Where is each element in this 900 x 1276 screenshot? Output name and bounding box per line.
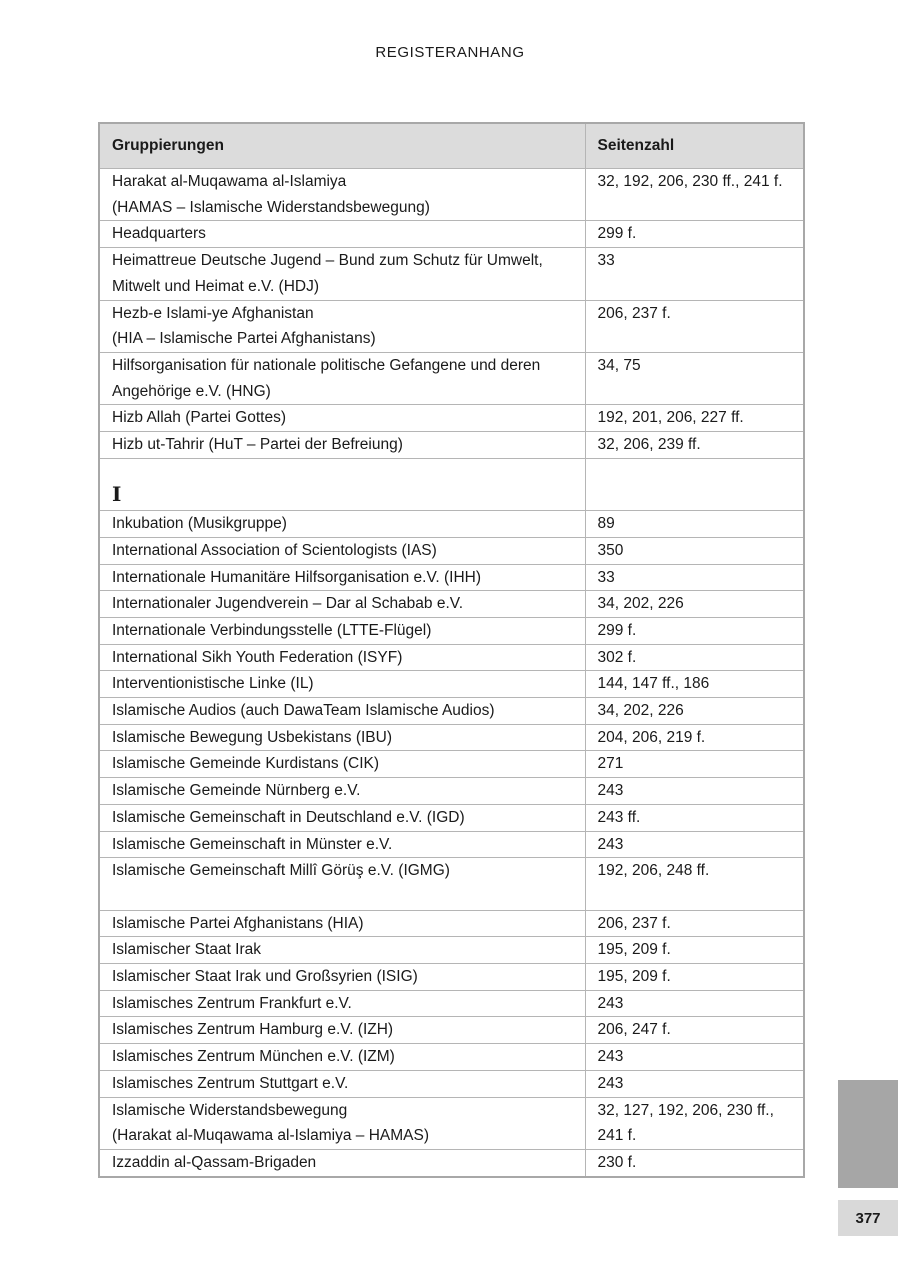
group-name-cell (99, 432, 585, 459)
page-references: 243 (597, 1074, 624, 1092)
page-references: 144, 147 ff., 186 (597, 675, 710, 693)
page-references-cell (585, 169, 804, 221)
group-name: Angehörige e.V. (HNG) (112, 382, 271, 400)
table-row (99, 221, 804, 248)
group-name: Islamische Widerstandsbewegung (112, 1101, 348, 1119)
table-row (99, 778, 804, 805)
page-references: 33 (597, 568, 615, 586)
page-references-cell (585, 1017, 804, 1044)
page-references: 230 f. (597, 1153, 637, 1171)
page-references-cell (585, 537, 804, 564)
page-references-cell (585, 831, 804, 858)
page-references: 299 f. (597, 225, 637, 243)
table-row (99, 831, 804, 858)
group-name: Hizb ut-Tahrir (HuT – Partei der Befreiung) (112, 436, 403, 454)
table-row (99, 724, 804, 751)
page-references: 34, 202, 226 (597, 702, 684, 720)
table-row (99, 564, 804, 591)
group-name-cell (99, 617, 585, 644)
group-name-cell (99, 778, 585, 805)
page-references: 32, 206, 239 ff. (597, 436, 701, 454)
page-references: 32, 192, 206, 230 ff., 241 f. (597, 173, 783, 190)
page-references: 195, 209 f. (597, 941, 671, 959)
group-name-cell (99, 698, 585, 725)
group-name-cell (99, 1017, 585, 1044)
group-name-cell (99, 1149, 585, 1176)
page-references-cell (585, 858, 804, 910)
page-references: 243 (597, 835, 624, 853)
group-name: (Harakat al-Muqawama al-Islamiya – HAMAS) (112, 1127, 429, 1145)
page-references: 192, 201, 206, 227 ff. (597, 409, 744, 427)
group-name-cell (99, 831, 585, 858)
group-name-cell (99, 751, 585, 778)
page-references-cell (585, 221, 804, 248)
page-references: 243 (597, 994, 624, 1012)
group-name: International Sikh Youth Federation (ISYF) (112, 648, 403, 666)
group-name-cell (99, 671, 585, 698)
group-name: Islamische Gemeinschaft in Münster e.V. (112, 835, 393, 853)
page-references-cell (585, 724, 804, 751)
group-name: Islamisches Zentrum München e.V. (IZM) (112, 1048, 395, 1066)
page-references: 206, 237 f. (597, 914, 671, 932)
table-row (99, 591, 804, 618)
group-name: Islamische Gemeinde Nürnberg e.V. (112, 782, 361, 800)
group-name-cell (99, 169, 585, 221)
page-references: 206, 247 f. (597, 1021, 671, 1039)
section-letter-row (99, 458, 804, 510)
group-name-cell (99, 724, 585, 751)
page-references-cell (585, 1070, 804, 1097)
page-references-cell (585, 248, 804, 300)
page-references-cell (585, 778, 804, 805)
group-name: Islamisches Zentrum Stuttgart e.V. (112, 1074, 349, 1092)
group-name-cell (99, 1044, 585, 1071)
group-name: Islamisches Zentrum Frankfurt e.V. (112, 994, 352, 1012)
page-references-cell (585, 990, 804, 1017)
table-row (99, 352, 804, 404)
page-references-cell (585, 300, 804, 352)
group-name-cell (99, 537, 585, 564)
page-references-cell (585, 564, 804, 591)
group-name-cell (99, 910, 585, 937)
table-row (99, 644, 804, 671)
table-row (99, 405, 804, 432)
column-header-groups: Gruppierungen (99, 123, 585, 169)
page-references-cell (585, 698, 804, 725)
page-references: 34, 75 (597, 356, 641, 374)
group-name: Islamische Gemeinde Kurdistans (CIK) (112, 755, 380, 773)
table-row (99, 169, 804, 221)
page-number: 377 (838, 1200, 898, 1236)
page-references-cell (585, 671, 804, 698)
table-row (99, 858, 804, 910)
page-references: 206, 237 f. (597, 304, 671, 322)
table-row (99, 964, 804, 991)
group-name-cell (99, 221, 585, 248)
group-name: Islamisches Zentrum Hamburg e.V. (IZH) (112, 1021, 394, 1039)
table-row (99, 1017, 804, 1044)
group-name-cell (99, 352, 585, 404)
table-row (99, 300, 804, 352)
group-name-cell (99, 564, 585, 591)
group-name: Heimattreue Deutsche Jugend – Bund zum Schutz für Umwelt, (112, 252, 543, 270)
group-name: Internationaler Jugendverein – Dar al Schabab e.V. (112, 595, 463, 613)
group-name-cell (99, 591, 585, 618)
page-references-cell (585, 937, 804, 964)
group-name: Islamischer Staat Irak (112, 941, 262, 959)
page-references-cell (585, 1097, 804, 1149)
page-references: 302 f. (597, 648, 637, 666)
table-row (99, 937, 804, 964)
table-header-row (99, 123, 804, 169)
group-name: Hizb Allah (Partei Gottes) (112, 409, 287, 427)
group-name: Islamische Gemeinschaft Millî Görüş e.V. (IGMG) (112, 862, 450, 880)
page-references-cell (585, 432, 804, 459)
group-name: Internationale Humanitäre Hilfsorganisation e.V. (IHH) (112, 568, 482, 586)
empty-cell (585, 458, 804, 510)
table-row (99, 671, 804, 698)
page-references-cell (585, 964, 804, 991)
table-row (99, 990, 804, 1017)
page-references-cell (585, 804, 804, 831)
page-references: 271 (597, 755, 624, 773)
group-name: Islamischer Staat Irak und Großsyrien (ISIG) (112, 968, 418, 986)
group-name: Internationale Verbindungsstelle (LTTE-Flügel) (112, 621, 432, 639)
group-name: (HAMAS – Islamische Widerstandsbewegung) (112, 198, 430, 216)
group-name: Izzaddin al-Qassam-Brigaden (112, 1153, 317, 1171)
group-name-cell (99, 804, 585, 831)
table-row (99, 248, 804, 300)
page-references: 243 ff. (597, 808, 641, 826)
table-row (99, 1044, 804, 1071)
group-name-cell (99, 405, 585, 432)
table-row (99, 910, 804, 937)
group-name-cell (99, 248, 585, 300)
page-references: 350 (597, 541, 624, 559)
group-name: Harakat al-Muqawama al-Islamiya (112, 173, 347, 190)
page-references: 33 (597, 252, 615, 270)
group-name-cell (99, 964, 585, 991)
page-references-cell (585, 644, 804, 671)
page-references: 34, 202, 226 (597, 595, 684, 613)
group-name: Islamische Bewegung Usbekistans (IBU) (112, 728, 392, 746)
table-row (99, 1149, 804, 1176)
group-name: Interventionistische Linke (IL) (112, 675, 314, 693)
group-name-cell (99, 858, 585, 910)
group-name-cell (99, 990, 585, 1017)
page-references-cell (585, 352, 804, 404)
page-references-cell (585, 405, 804, 432)
table-row (99, 1070, 804, 1097)
page-references: 192, 206, 248 ff. (597, 862, 710, 880)
page-references: 204, 206, 219 f. (597, 728, 706, 746)
group-name-cell (99, 1097, 585, 1149)
page-references: 195, 209 f. (597, 968, 671, 986)
page-references-cell (585, 617, 804, 644)
section-letter-cell (99, 458, 585, 510)
table-row (99, 1097, 804, 1149)
table-row (99, 751, 804, 778)
page-references-cell (585, 1044, 804, 1071)
group-name: Islamische Partei Afghanistans (HIA) (112, 914, 364, 932)
group-name-cell (99, 937, 585, 964)
page-references: 89 (597, 515, 615, 533)
group-name-cell (99, 644, 585, 671)
table-row (99, 537, 804, 564)
page-references-cell (585, 511, 804, 538)
table-row (99, 617, 804, 644)
group-name: International Association of Scientologists (IAS) (112, 541, 437, 559)
running-head: REGISTERANHANG (375, 44, 525, 61)
group-name-cell (99, 511, 585, 538)
page-references: 299 f. (597, 621, 637, 639)
section-letter: I (112, 482, 122, 507)
group-name: Headquarters (112, 225, 206, 243)
page-references: 243 (597, 782, 624, 800)
group-name: Hilfsorganisation für nationale politische Gefangene und deren (112, 356, 541, 374)
page-references-cell (585, 910, 804, 937)
column-header-pages: Seitenzahl (585, 123, 804, 169)
thumb-index-tab (838, 1080, 898, 1188)
table-row (99, 432, 804, 459)
page-references: 32, 127, 192, 206, 230 ff., (597, 1101, 774, 1119)
register-table (98, 122, 805, 1178)
group-name-cell (99, 300, 585, 352)
group-name: (HIA – Islamische Partei Afghanistans) (112, 330, 376, 348)
group-name: Inkubation (Musikgruppe) (112, 515, 287, 533)
group-name-cell (99, 1070, 585, 1097)
group-name: Islamische Audios (auch DawaTeam Islamische Audios) (112, 702, 495, 720)
page-references-cell (585, 751, 804, 778)
page-references: 241 f. (597, 1127, 637, 1145)
group-name: Islamische Gemeinschaft in Deutschland e.V. (IGD) (112, 808, 465, 826)
table-row (99, 804, 804, 831)
page-references: 243 (597, 1048, 624, 1066)
page-references-cell (585, 591, 804, 618)
page-references-cell (585, 1149, 804, 1176)
table-row (99, 511, 804, 538)
table-row (99, 698, 804, 725)
group-name: Mitwelt und Heimat e.V. (HDJ) (112, 277, 320, 295)
group-name: Hezb-e Islami-ye Afghanistan (112, 304, 314, 322)
